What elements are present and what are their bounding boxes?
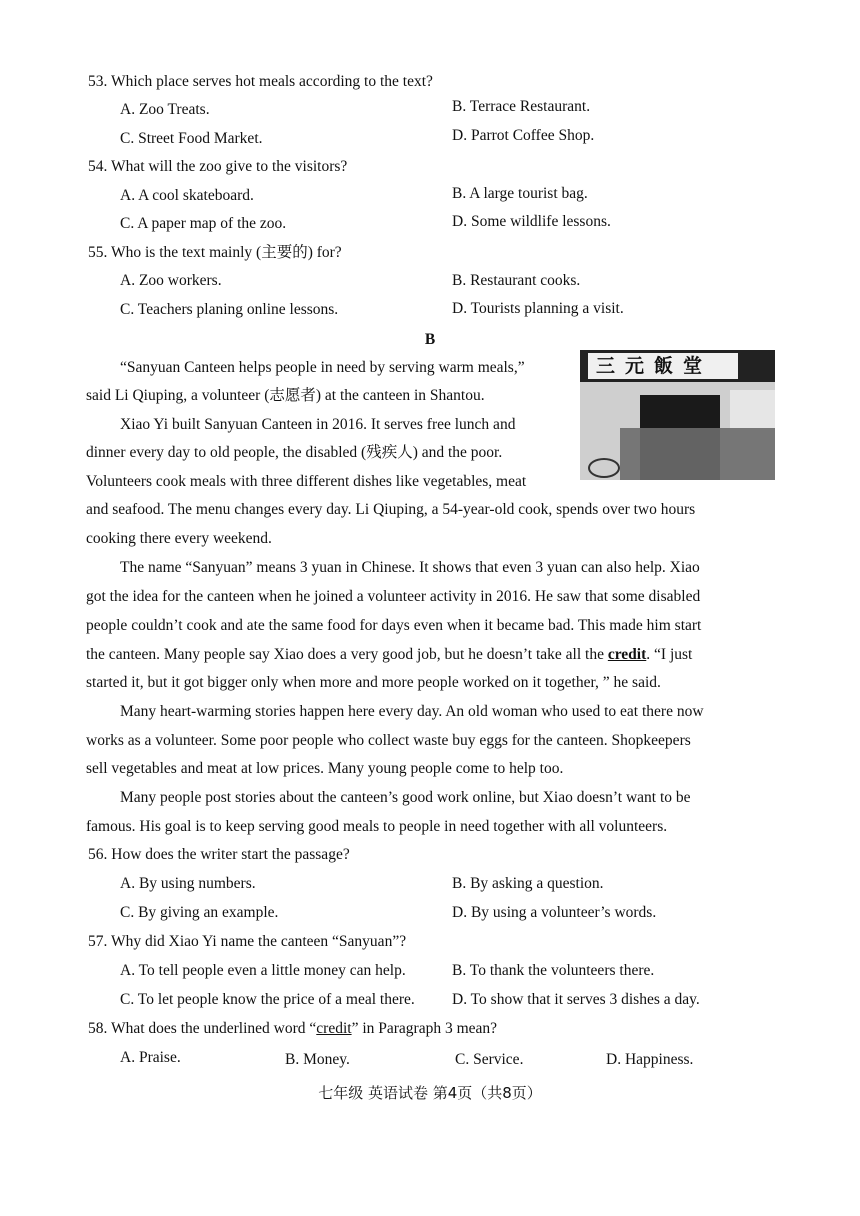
bicycle-icon — [588, 458, 620, 478]
canteen-sign-text: 三元飯堂 — [588, 353, 738, 379]
q54-option-d: D. Some wildlife lessons. — [452, 213, 611, 230]
question-58-text: 58. What does the underlined word “ — [88, 1020, 317, 1037]
q54-option-a: A. A cool skateboard. — [120, 187, 254, 204]
q57-option-d: D. To show that it serves 3 dishes a day. — [452, 991, 700, 1008]
passage-line: sell vegetables and meat at low prices. Many young people come to help too. — [86, 760, 564, 777]
question-54-stem: 54. What will the zoo give to the visitors? — [88, 158, 348, 175]
passage-line: said Li Qiuping, a volunteer (志愿者) at the canteen in Shantou. — [86, 387, 485, 404]
passage-line: got the idea for the canteen when he joined a volunteer activity in 2016. He saw that some disabled — [86, 588, 701, 605]
question-56-stem: 56. How does the writer start the passage? — [88, 846, 350, 863]
passage-line: Many heart-warming stories happen here every day. An old woman who used to eat there now — [120, 703, 704, 720]
q56-option-c: C. By giving an example. — [120, 904, 279, 921]
passage-text: . “I just — [646, 646, 693, 663]
photo-crowd — [620, 428, 775, 480]
q58-option-d: D. Happiness. — [606, 1051, 694, 1068]
q53-option-c: C. Street Food Market. — [120, 130, 263, 147]
passage-line — [86, 645, 692, 665]
passage-line: cooking there every weekend. — [86, 530, 272, 547]
q56-option-b: B. By asking a question. — [452, 875, 604, 892]
passage-line: “Sanyuan Canteen helps people in need by serving warm meals,” — [120, 359, 525, 376]
question-55-stem: 55. Who is the text mainly (主要的) for? — [88, 244, 342, 261]
passage-line: dinner every day to old people, the disabled (残疾人) and the poor. — [86, 444, 503, 461]
q54-option-b: B. A large tourist bag. — [452, 185, 588, 202]
q53-option-b: B. Terrace Restaurant. — [452, 98, 591, 115]
passage-line: The name “Sanyuan” means 3 yuan in Chinese. It shows that even 3 yuan can also help. Xiao — [120, 559, 700, 576]
page-footer: 七年级 英语试卷 第4页（共8页） — [318, 1084, 542, 1102]
passage-text: the canteen. Many people say Xiao does a very good job, but he doesn’t take all the — [86, 646, 608, 663]
q58-option-c: C. Service. — [455, 1051, 524, 1068]
canteen-photo — [580, 350, 775, 480]
section-label: B — [424, 331, 436, 348]
q58-option-a: A. Praise. — [120, 1049, 181, 1066]
question-58-stem — [88, 1019, 497, 1039]
passage-line: Many people post stories about the canteen’s good work online, but Xiao doesn’t want to be — [120, 789, 691, 806]
underlined-word-credit: credit — [316, 1020, 352, 1037]
canteen-sign — [580, 350, 775, 382]
q54-option-c: C. A paper map of the zoo. — [120, 215, 287, 232]
passage-line: works as a volunteer. Some poor people who collect waste buy eggs for the canteen. Shopkeepers — [86, 732, 691, 749]
q53-option-d: D. Parrot Coffee Shop. — [452, 127, 595, 144]
q57-option-b: B. To thank the volunteers there. — [452, 962, 655, 979]
q55-option-a: A. Zoo workers. — [120, 272, 222, 289]
question-57-stem: 57. Why did Xiao Yi name the canteen “Sanyuan”? — [88, 933, 407, 950]
q56-option-d: D. By using a volunteer’s words. — [452, 904, 657, 921]
q55-option-c: C. Teachers planing online lessons. — [120, 301, 339, 318]
q58-option-b: B. Money. — [285, 1051, 350, 1068]
question-58-text: ” in Paragraph 3 mean? — [351, 1020, 498, 1037]
passage-line: started it, but it got bigger only when more and more people worked on it together, ” he said. — [86, 674, 661, 691]
q56-option-a: A. By using numbers. — [120, 875, 256, 892]
passage-line: and seafood. The menu changes every day. Li Qiuping, a 54-year-old cook, spends over two hours — [86, 501, 696, 518]
passage-line: people couldn’t cook and ate the same food for days even when it became bad. This made him start — [86, 617, 702, 634]
photo-wall — [730, 390, 775, 430]
q55-option-b: B. Restaurant cooks. — [452, 272, 581, 289]
q57-option-c: C. To let people know the price of a meal there. — [120, 991, 415, 1008]
passage-line: Volunteers cook meals with three different dishes like vegetables, meat — [86, 473, 527, 490]
question-53-stem: 53. Which place serves hot meals according to the text? — [88, 73, 433, 90]
passage-line: Xiao Yi built Sanyuan Canteen in 2016. It serves free lunch and — [120, 416, 516, 433]
passage-line: famous. His goal is to keep serving good meals to people in need together with all volunteers. — [86, 818, 668, 835]
q53-option-a: A. Zoo Treats. — [120, 101, 210, 118]
q55-option-d: D. Tourists planning a visit. — [452, 300, 624, 317]
q57-option-a: A. To tell people even a little money can help. — [120, 962, 406, 979]
underlined-word-credit: credit — [607, 646, 647, 663]
